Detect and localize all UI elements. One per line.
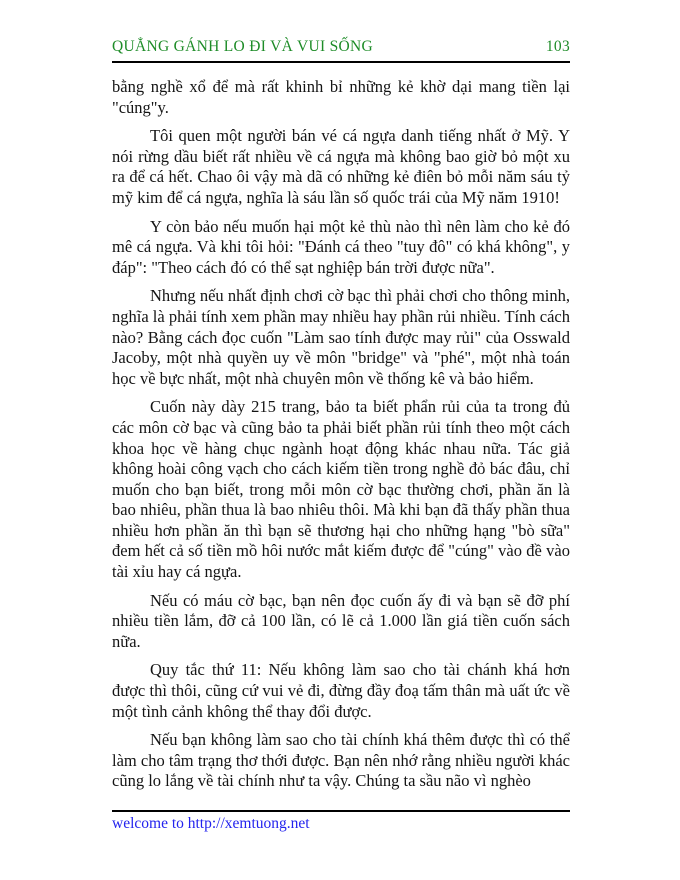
page-body xyxy=(112,77,570,792)
paragraph: bằng nghề xổ để mà rất khinh bỉ những kẻ khờ dại mang tiền lại "cúng"y. xyxy=(112,77,570,117)
footer-url-link[interactable]: welcome to http://xemtuong.net xyxy=(112,815,310,832)
paragraph: Nhưng nếu nhất định chơi cờ bạc thì phải chơi cho thông minh, nghĩa là phải tính xem phần may nhiều hay phần rủi nhiều. Tính cách nào? Bằng cách đọc cuốn "Làm sao tính được may rủi" của Osswald Jacoby, một nhà quyền uy về môn "bridge" và "phé", một nhà toán học về bực nhất, một nhà chuyên môn về thống kê và bảo hiểm. xyxy=(112,286,570,388)
page-number: 103 xyxy=(545,38,570,55)
paragraph: Nếu có máu cờ bạc, bạn nên đọc cuốn ấy đi và bạn sẽ đỡ phí nhiều tiền lắm, đỡ cả 100 lần, có lẽ cả 1.000 lần giá tiền cuốn sách nữa. xyxy=(112,590,570,651)
paragraph: Cuốn này dày 215 trang, bảo ta biết phẩn rủi của ta trong đủ các môn cờ bạc và cũng bảo ta phải biết phần rủi tính theo một cách khoa học về hàng chục ngành hoạt động khác nhau nữa. Tác giả không hoài công vạch cho cách kiếm tiền trong nghề đỏ bác đâu, chỉ muốn cho bạn biết, trong mỗi môn cờ bạc thường chơi, phần ăn là bao nhiêu, phần thua là bao nhiêu thôi. Mà khi bạn đã thấy phần thua nhiều hơn phần ăn thì bạn sẽ thương hại cho những hạng "bò sữa" đem hết cả số tiền mồ hôi nước mắt kiếm được để "cúng" vào đề vào tài xỉu hay cá ngựa. xyxy=(112,397,570,582)
paragraph: Quy tắc thứ 11: Nếu không làm sao cho tài chánh khá hơn được thì thôi, cũng cứ vui vẻ đi, đừng đầy đoạ tấm thân mà uất ức về một tình cảnh không thể thay đổi được. xyxy=(112,660,570,721)
page-column xyxy=(112,38,570,800)
page-header xyxy=(112,38,570,63)
book-title: QUẲNG GÁNH LO ĐI VÀ VUI SỐNG xyxy=(112,38,373,55)
paragraph: Tôi quen một người bán vé cá ngựa danh tiếng nhất ở Mỹ. Y nói rừng dầu biết rất nhiều về cá ngựa mà không bao giờ bỏ một xu ra để cá hết. Chao ôi vậy mà dã có những kẻ điên bỏ mỗi năm sáu tỷ mỹ kim để cá ngựa, nghĩa là sáu lần số quốc trái của Mỹ năm 1910! xyxy=(112,126,570,207)
paragraph: Nếu bạn không làm sao cho tài chính khá thêm được thì có thể làm cho tâm trạng thơ thới được. Bạn nên nhớ rằng nhiều người khác cũng lo lắng về tài chính như ta vậy. Chúng ta sầu não vì nghèo xyxy=(112,730,570,791)
page-footer xyxy=(112,810,570,833)
paragraph: Y còn bảo nếu muốn hại một kẻ thù nào thì nên làm cho kẻ đó mê cá ngựa. Và khi tôi hỏi: "Đánh cá theo "tuy đô" có khá không", y đáp": "Theo cách đó có thể sạt nghiệp bán trời được nữa". xyxy=(112,216,570,277)
